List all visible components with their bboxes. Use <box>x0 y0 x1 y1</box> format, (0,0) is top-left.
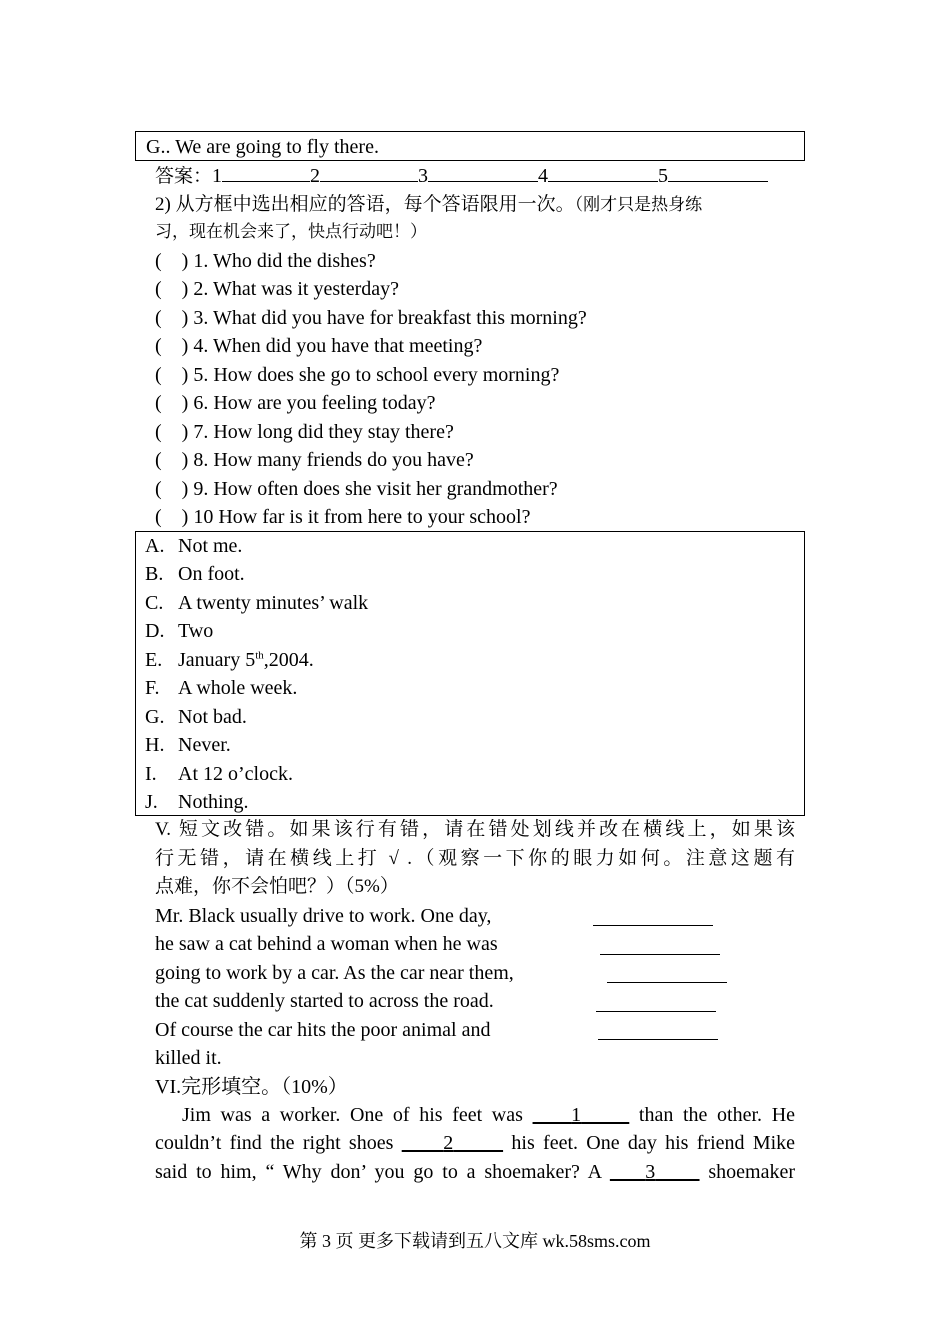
option-f <box>145 674 297 702</box>
answer-line <box>155 162 768 191</box>
option-letter: I. <box>145 763 157 785</box>
option-letter: E. <box>145 649 163 671</box>
option-text: January 5 <box>178 649 256 671</box>
answer-num-1: 1 <box>212 165 223 187</box>
correction-blank-1[interactable] <box>593 925 713 926</box>
correction-line-3: going to work by a car. As the car near them, <box>155 962 514 984</box>
option-letter: F. <box>145 677 160 699</box>
answer-blank-4[interactable] <box>548 163 658 182</box>
correction-line-5: Of course the car hits the poor animal and <box>155 1019 491 1041</box>
answer-num-5: 5 <box>658 165 669 187</box>
option-text: Not me. <box>178 535 243 557</box>
passage-blank-num: 3 <box>645 1161 656 1183</box>
option-text: Nothing. <box>178 791 249 813</box>
correction-blank-4[interactable] <box>596 1011 716 1012</box>
answer-num-3: 3 <box>418 165 429 187</box>
correction-line-1: Mr. Black usually drive to work. One day, <box>155 905 492 927</box>
correction-line-2: he saw a cat behind a woman when he was <box>155 933 498 955</box>
option-text: On foot. <box>178 563 245 585</box>
question-9: ( ) 9. How often does she visit her grandmother? <box>155 478 558 500</box>
option-sup: th <box>255 649 264 662</box>
option-letter: H. <box>145 734 165 756</box>
section2-title-paren-a: （刚才只是热身练 <box>574 195 703 214</box>
option-text: Never. <box>178 734 231 756</box>
answer-num-2: 2 <box>310 165 321 187</box>
option-a <box>145 532 242 560</box>
answer-num-4: 4 <box>538 165 549 187</box>
answer-blank-2[interactable] <box>320 163 418 182</box>
option-i <box>145 760 293 788</box>
option-letter: J. <box>145 791 158 813</box>
section2-title <box>155 190 702 219</box>
question-10: ( ) 10 How far is it from here to your school? <box>155 506 531 528</box>
section6-title: VI.完形填空。（10%） <box>155 1076 348 1098</box>
answer-blank-3[interactable] <box>428 163 538 182</box>
option-g <box>145 703 247 731</box>
passage-blank-1[interactable] <box>533 1104 630 1126</box>
passage-text: said to him, “ Why don’ you go to a shoemaker? A <box>155 1161 601 1183</box>
correction-line-6: killed it. <box>155 1047 222 1069</box>
passage-blank-num: 1 <box>571 1104 582 1126</box>
correction-blank-5[interactable] <box>598 1039 718 1040</box>
passage-text: Jim was a worker. One of his feet was <box>182 1104 523 1126</box>
option-c <box>145 589 368 617</box>
option-letter: C. <box>145 592 164 614</box>
option-letter: D. <box>145 620 165 642</box>
correction-blank-3[interactable] <box>607 982 727 983</box>
passage-blank-2[interactable] <box>402 1132 503 1154</box>
passage-line-2 <box>155 1129 795 1157</box>
answer-blank-5[interactable] <box>668 163 768 182</box>
option-text-rest: ,2004. <box>263 649 314 671</box>
section5-line-1: V. 短文改错。如果该行有错，请在错处划线并改在横线上，如果该 <box>155 819 795 840</box>
section5-line-2: 行无错，请在横线上打 √ .（观察一下你的眼力如何。注意这题有 <box>155 848 795 869</box>
question-8: ( ) 8. How many friends do you have? <box>155 449 474 471</box>
section2-title-paren-b: 习，现在机会来了，快点行动吧！） <box>155 222 427 241</box>
passage-blank-3[interactable] <box>610 1161 700 1183</box>
passage-blank-num: 2 <box>443 1132 454 1154</box>
page-footer: 第 3 页 更多下载请到五八文库 wk.58sms.com <box>299 1231 651 1251</box>
passage-text: than the other. He <box>638 1104 796 1126</box>
question-3: ( ) 3. What did you have for breakfast this morning? <box>155 307 587 329</box>
option-letter: G. <box>145 706 165 728</box>
question-7: ( ) 7. How long did they stay there? <box>155 421 454 443</box>
passage-text: couldn’t find the right shoes <box>155 1132 394 1154</box>
option-text: A whole week. <box>178 677 298 699</box>
option-e <box>145 646 314 674</box>
passage-text: his feet. One day his friend Mike <box>511 1132 796 1154</box>
option-letter: B. <box>145 563 164 585</box>
option-text: At 12 o’clock. <box>178 763 293 785</box>
option-letter: A. <box>145 535 165 557</box>
option-j <box>145 788 249 816</box>
option-g-text: G.. We are going to fly there. <box>146 136 379 158</box>
correction-line-4: the cat suddenly started to across the road. <box>155 990 494 1012</box>
section5-line-3: 点难，你不会怕吧？）（5%） <box>155 876 399 897</box>
option-text: A twenty minutes’ walk <box>178 592 369 614</box>
question-2: ( ) 2. What was it yesterday? <box>155 278 399 300</box>
option-d <box>145 617 213 645</box>
option-b <box>145 560 245 588</box>
question-4: ( ) 4. When did you have that meeting? <box>155 335 483 357</box>
question-5: ( ) 5. How does she go to school every morning? <box>155 364 560 386</box>
passage-text: shoemaker <box>708 1161 796 1183</box>
option-h <box>145 731 231 759</box>
question-6: ( ) 6. How are you feeling today? <box>155 392 436 414</box>
answer-blank-1[interactable] <box>222 163 310 182</box>
option-text: Two <box>178 620 214 642</box>
correction-blank-2[interactable] <box>600 954 720 955</box>
passage-line-3 <box>155 1158 795 1186</box>
option-text: Not bad. <box>178 706 247 728</box>
question-1: ( ) 1. Who did the dishes? <box>155 250 376 272</box>
answer-label: 答案： <box>155 166 213 187</box>
section2-title-main: 2) 从方框中选出相应的答语，每个答语限用一次。 <box>155 194 575 215</box>
passage-line-1 <box>155 1101 795 1129</box>
